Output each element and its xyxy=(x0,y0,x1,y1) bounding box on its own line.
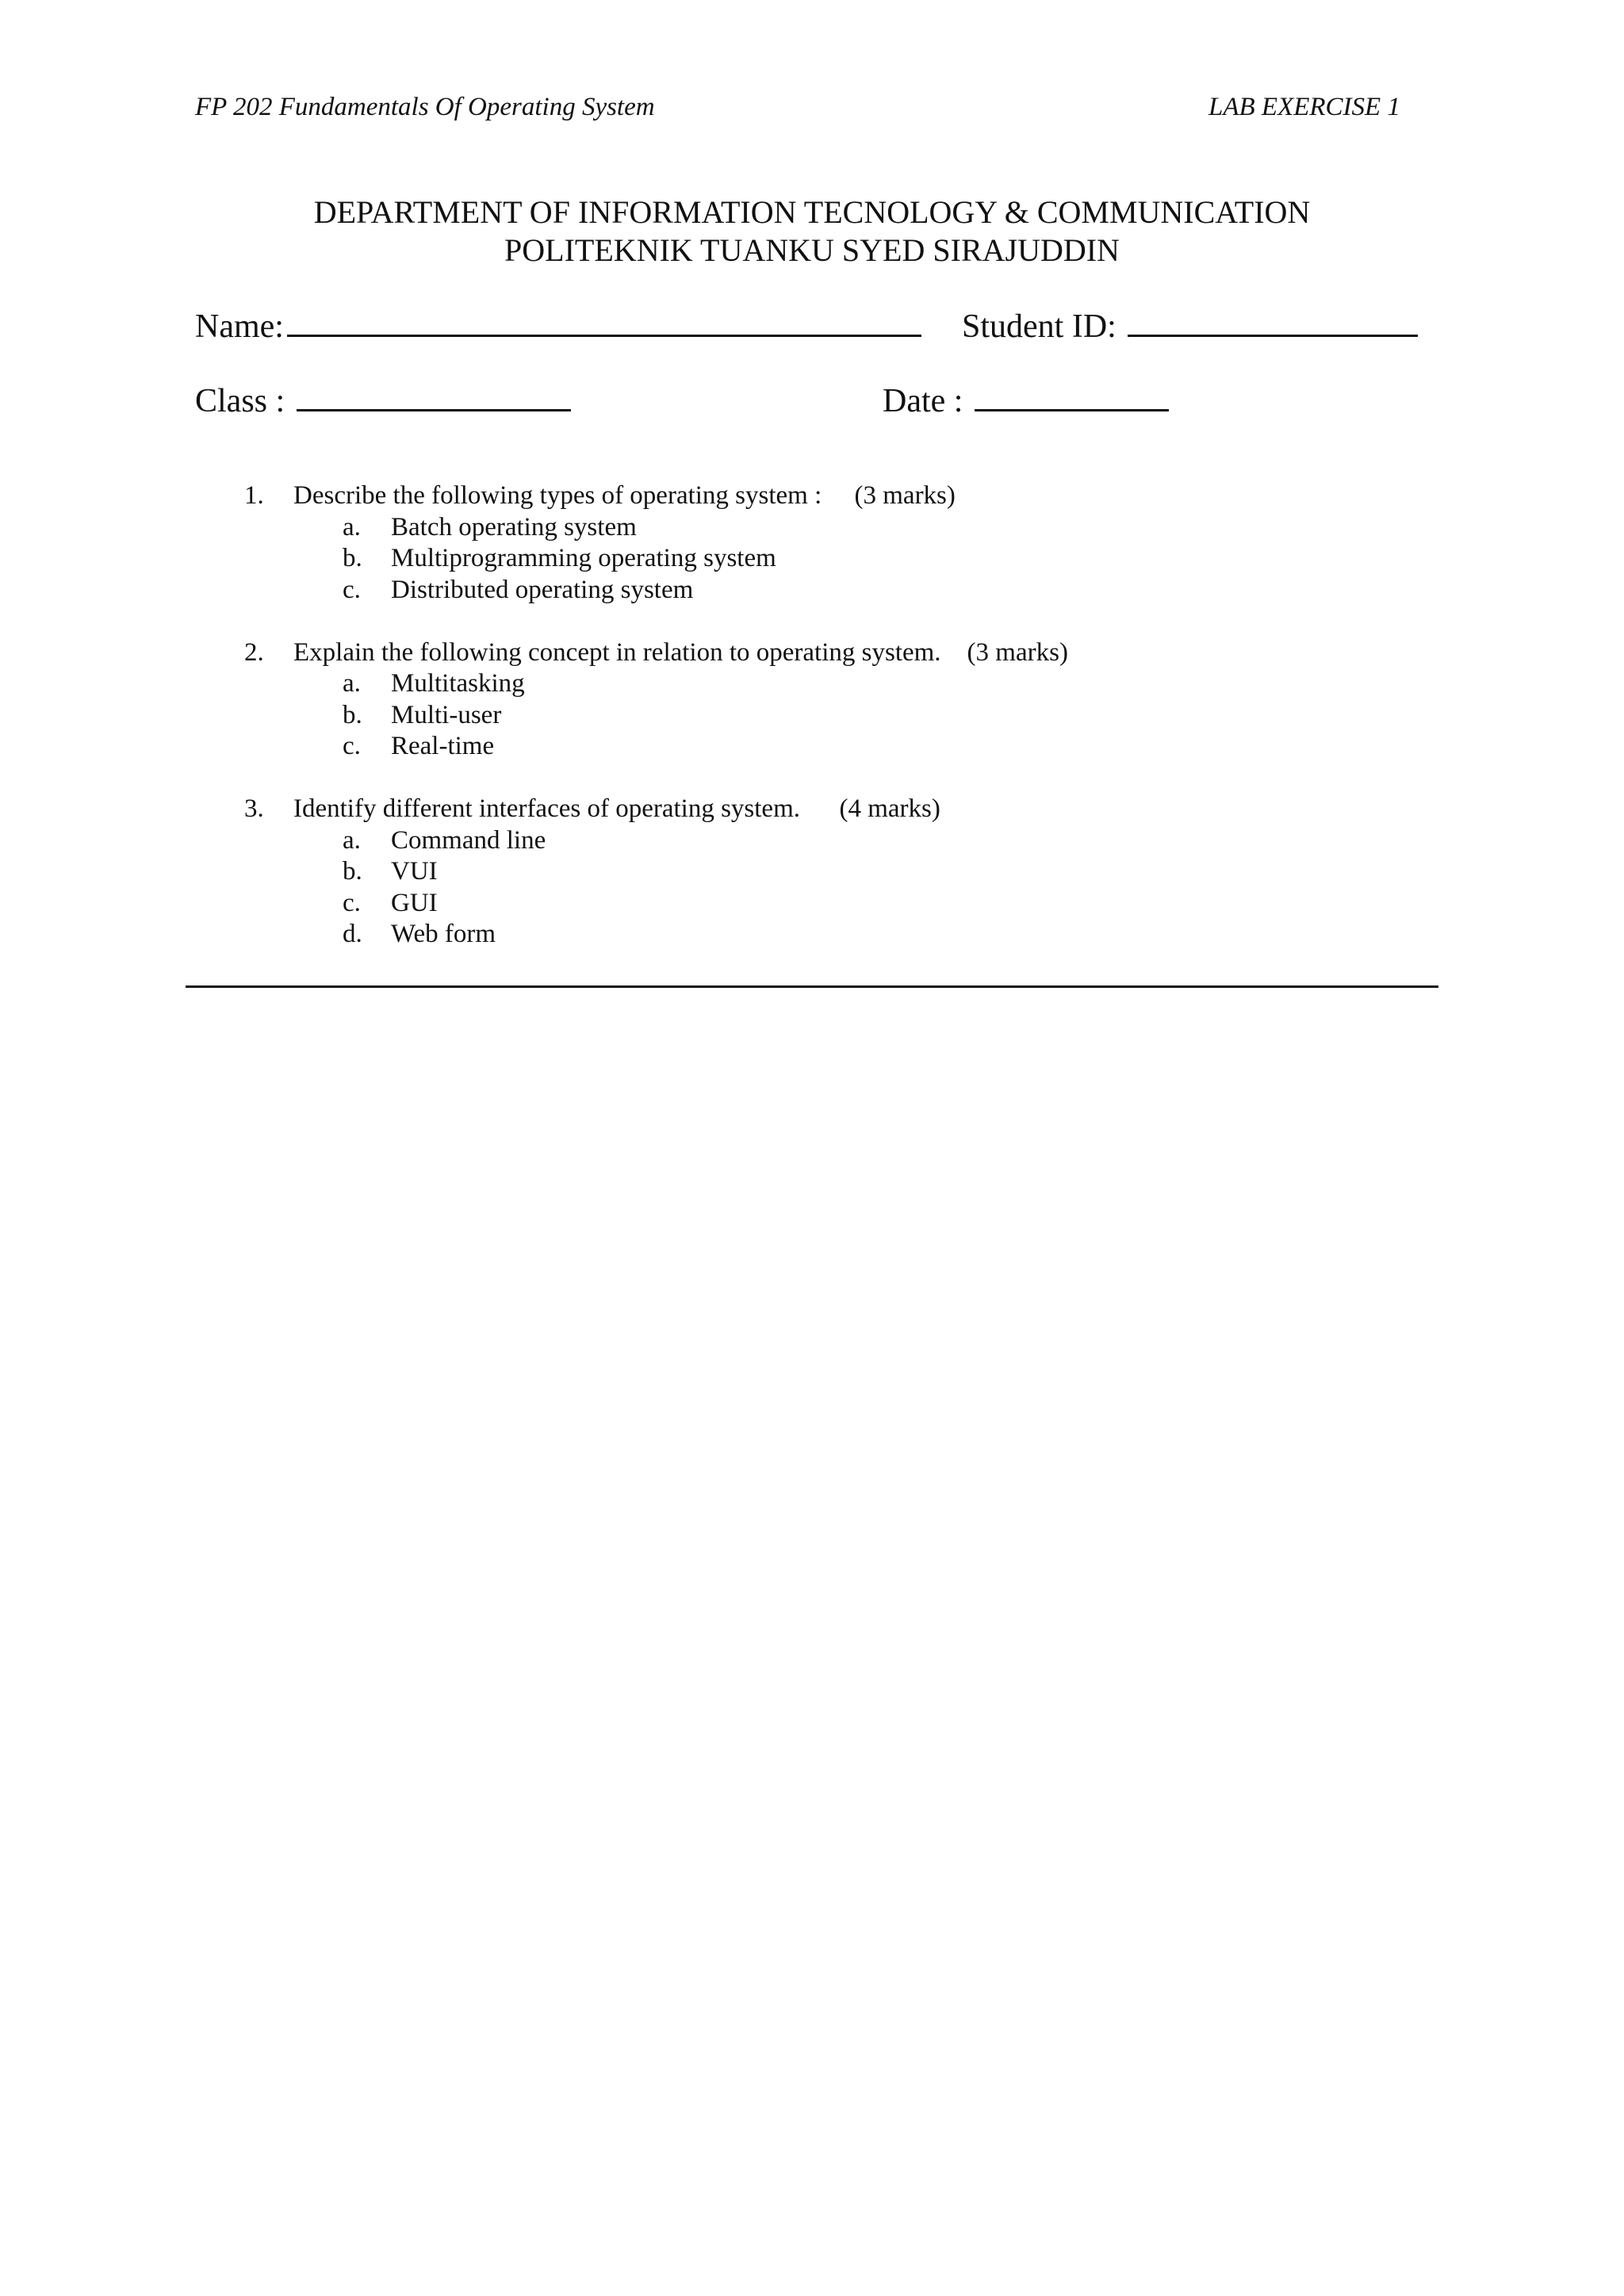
class-blank[interactable] xyxy=(297,381,571,411)
item-letter: b. xyxy=(343,700,362,729)
question-2-item-c xyxy=(0,731,1624,763)
question-3-item-a xyxy=(0,825,1624,857)
item-letter: a. xyxy=(343,825,361,855)
question-3-item-b xyxy=(0,856,1624,888)
class-label: Class : xyxy=(195,383,285,419)
question-3-item-c xyxy=(0,888,1624,920)
student-id-label: Student ID: xyxy=(962,308,1116,345)
item-text: Command line xyxy=(391,825,546,855)
question-3-item-d xyxy=(0,919,1624,951)
department-title: DEPARTMENT OF INFORMATION TECNOLOGY & COMMUNICATION xyxy=(313,194,1311,230)
item-text: Multitasking xyxy=(391,669,525,698)
name-blank[interactable] xyxy=(287,306,921,337)
item-text: Batch operating system xyxy=(391,512,637,541)
question-3 xyxy=(0,794,1624,825)
date-field xyxy=(883,381,1169,420)
exercise-header: LAB EXERCISE 1 xyxy=(1208,93,1400,121)
question-2 xyxy=(0,637,1624,669)
question-number: 2. xyxy=(244,637,264,667)
item-letter: c. xyxy=(343,732,361,760)
item-letter: c. xyxy=(343,888,361,917)
date-label: Date : xyxy=(883,383,963,419)
item-text: VUI xyxy=(391,857,438,886)
item-letter: c. xyxy=(343,575,361,604)
institution-title: POLITEKNIK TUANKU SYED SIRAJUDDIN xyxy=(504,232,1120,268)
question-1-item-c xyxy=(0,575,1624,607)
item-letter: a. xyxy=(343,512,361,541)
student-id-field xyxy=(962,306,1418,346)
item-letter: d. xyxy=(343,920,362,948)
question-1-item-b xyxy=(0,543,1624,575)
item-text: Distributed operating system xyxy=(391,575,694,604)
item-letter: b. xyxy=(343,857,362,886)
item-letter: a. xyxy=(343,669,361,698)
item-text: Multi-user xyxy=(391,700,502,729)
item-text: Real-time xyxy=(391,732,495,760)
question-list xyxy=(0,480,1624,951)
item-text: Multiprogramming operating system xyxy=(391,544,776,572)
question-1 xyxy=(0,480,1624,512)
question-2-item-b xyxy=(0,700,1624,732)
question-number: 1. xyxy=(244,481,264,510)
name-field xyxy=(195,306,921,346)
course-header: FP 202 Fundamentals Of Operating System xyxy=(195,93,655,121)
question-text: Identify different interfaces of operating system. (4 marks) xyxy=(293,794,940,823)
question-2-item-a xyxy=(0,668,1624,700)
date-blank[interactable] xyxy=(975,381,1169,411)
item-text: Web form xyxy=(391,920,496,948)
question-number: 3. xyxy=(244,794,264,823)
section-divider xyxy=(186,985,1438,988)
document-title xyxy=(0,193,1624,270)
question-text: Describe the following types of operating system : (3 marks) xyxy=(293,481,956,510)
item-letter: b. xyxy=(343,544,362,572)
name-label: Name: xyxy=(195,308,284,345)
student-id-blank[interactable] xyxy=(1128,306,1418,337)
question-1-item-a xyxy=(0,512,1624,544)
question-text: Explain the following concept in relation to operating system. (3 marks) xyxy=(293,637,1068,667)
class-field xyxy=(195,381,571,420)
item-text: GUI xyxy=(391,888,438,917)
